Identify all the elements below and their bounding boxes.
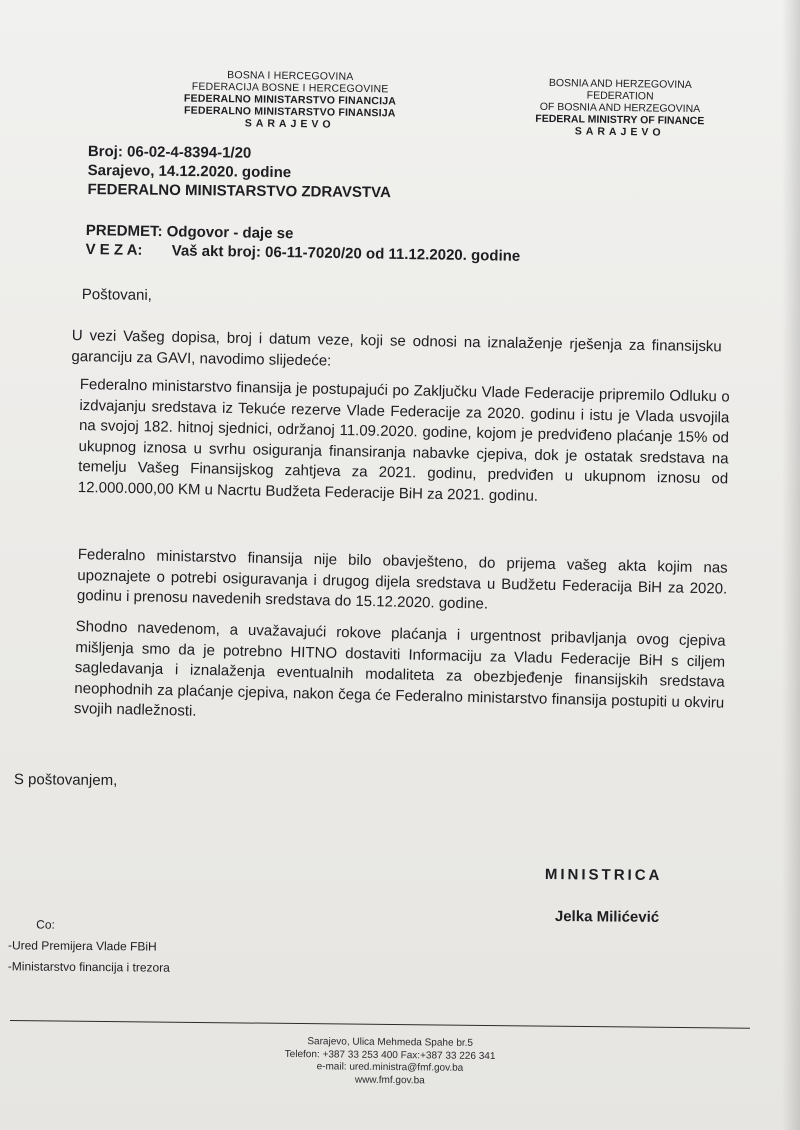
cc-label: Co: — [36, 917, 55, 932]
footer-email: e-mail: ured.ministra@fmf.gov.ba — [316, 1061, 464, 1074]
letterhead-en-federation-full: OF BOSNIA AND HERZEGOVINA — [539, 100, 701, 116]
cc-item: -Ured Premijera Vlade FBiH — [7, 938, 157, 954]
subject-value: Odgovor - daje se — [166, 223, 294, 243]
letterhead-en-city: SARAJEVO — [574, 125, 665, 139]
closing: S poštovanjem, — [13, 770, 118, 790]
letterhead-federation: FEDERACIJA BOSNE I HERCEGOVINE — [191, 80, 389, 96]
body-paragraph: U vezi Vašeg dopisa, broj i datum veze, koji se odnosi na iznalaženje rješenja za finansijsku garanciju za GAVI, navodimo slijedeće: — [71, 326, 722, 370]
footer-divider — [10, 1020, 750, 1029]
body-paragraph: Federalno ministarstvo finansija nije bilo obavješteno, do prijema vašeg akta kojim nas upoznajete o potrebi osiguravanja i drugog dijela sredstava u Budžetu Federacija BiH za 2020. godinu i prenosu navedenih sredstava do 15.12.2020. godine. — [76, 545, 728, 613]
page-shadow — [782, 0, 800, 1130]
letterhead-en-federation: FEDERATION — [586, 89, 654, 103]
document-date: Sarajevo, 14.12.2020. godine — [87, 161, 292, 182]
subject-label: PREDMET: — [85, 221, 163, 241]
footer — [220, 1035, 561, 1089]
letterhead-ministry-1: FEDERALNO MINISTARSTVO FINANCIJA — [183, 92, 397, 108]
salutation: Poštovani, — [81, 285, 153, 304]
body-paragraph: Federalno ministarstvo finansija je postupajući po Zaključku Vlade Federacije pripremilo Odluku o izdvajanju sredstava iz Tekuće rezerve Vlade Federacije za 2020. godinu i istu je Vlada usvojila na svojoj 182. hitnoj sjednici, održanoj 11.09.2020. godine, kojom je predviđeno plaćanje 15% od ukupnog iznosa u svrhu osiguranja finansiranja nabavke cjepiva, dok je ostatak sredstava na temelju Vašeg Finansijskog zahtjeva za 2021. godinu, predviđen u ukupnom iznosu od 12.000.000,00 KM u Nacrtu Budžeta Federacije BiH za 2021. godinu. — [77, 375, 730, 505]
letterhead-city: SARAJEVO — [244, 117, 335, 131]
signatory-name: Jelka Milićević — [554, 907, 660, 926]
recipient: FEDERALNO MINISTARSTVO ZDRAVSTVA — [87, 180, 391, 202]
footer-web: www.fmf.gov.ba — [354, 1074, 425, 1086]
reference-value: Vaš akt broj: 06-11-7020/20 od 11.12.2020. godine — [171, 242, 521, 265]
copy-recipients — [8, 914, 171, 978]
signatory-title: MINISTRICA — [544, 865, 663, 885]
letterhead-en-ministry: FEDERAL MINISTRY OF FINANCE — [535, 112, 705, 128]
body-paragraph: Shodno navedenom, a uvažavajući rokove plaćanja i urgentnost pribavljanja ovog cjepiva mišljenja smo da je potrebno HITNO dostaviti Informaciju za Vladu Federacije BiH s ciljem sagledavanja i iznalaženja eventualnih modaliteta za obezbjeđenje finansijskih sredstava neophodnih za plaćanje cjepiva, nakon čega će Federalno ministarstvo finansija postupiti u okviru svojih nadležnosti. — [73, 617, 726, 720]
reference-number: Broj: 06-02-4-8394-1/20 — [87, 142, 252, 162]
letterhead-country: BOSNA I HERCEGOVINA — [227, 69, 354, 83]
letterhead-local — [160, 68, 421, 132]
letterhead-en-country: BOSNIA AND HERZEGOVINA — [548, 77, 692, 91]
cc-item: -Ministarstvo financija i trezora — [7, 959, 170, 975]
footer-address: Sarajevo, Ulica Mehmeda Spahe br.5 — [307, 1036, 474, 1049]
document-meta — [87, 142, 391, 202]
letterhead-ministry-2: FEDERALNO MINISTARSTVO FINANSIJA — [183, 104, 396, 120]
letterhead-english — [520, 77, 721, 140]
reference-label: V E Z A: — [85, 240, 143, 259]
footer-phone: Telefon: +387 33 253 400 Fax:+387 33 226 341 — [284, 1048, 496, 1062]
subject-block — [85, 221, 520, 266]
